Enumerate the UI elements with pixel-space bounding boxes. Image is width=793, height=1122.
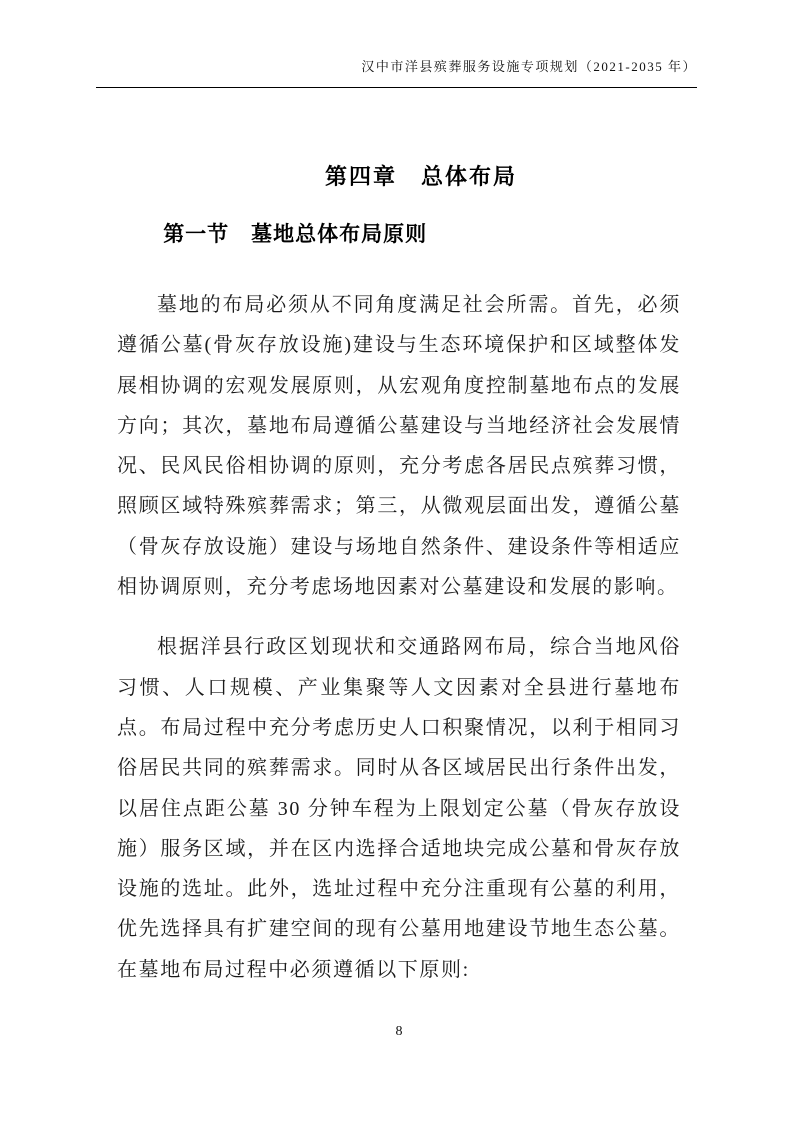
paragraph-layout-method: 根据洋县行政区划现状和交通路网布局，综合当地风俗习惯、人口规模、产业集聚等人文因素对全县进行墓地布点。布局过程中充分考虑历史人口积聚情况，以利于相同习俗居民共同的殡葬需求。同时从各区域居民出行条件出发，以居住点距公墓 30 分钟车程为上限划定公墓（骨灰存放设施）服务区域，并在区内选择合适地块完成公墓和骨灰存放设施的选址。此外，选址过程中充分注重现有公墓的利用，优先选择具有扩建空间的现有公墓用地建设节地生态公墓。在墓地布局过程中必须遵循以下原则: (117, 636, 681, 981)
page-footer (117, 1022, 681, 1040)
page-content (117, 150, 681, 990)
running-header-title: 汉中市洋县殡葬服务设施专项规划（2021-2035 年） (361, 59, 697, 74)
chapter-title: 第四章 总体布局 (324, 164, 517, 189)
paragraph-principles: 墓地的布局必须从不同角度满足社会所需。首先，必须遵循公墓(骨灰存放设施)建设与生态环境保护和区域整体发展相协调的宏观发展原则，从宏观角度控制墓地布点的发展方向；其次，墓地布局遵循公墓建设与当地经济社会发展情况、民风民俗相协调的原则，充分考虑各居民点殡葬习惯，照顾区域特殊殡葬需求；第三，从微观层面出发，遵循公墓（骨灰存放设施）建设与场地自然条件、建设条件等相适应相协调原则，充分考虑场地因素对公墓建设和发展的影响。 (117, 294, 681, 599)
page-number: 8 (395, 1024, 403, 1039)
page-header (96, 56, 697, 88)
section-title: 第一节 墓地总体布局原则 (163, 223, 428, 246)
